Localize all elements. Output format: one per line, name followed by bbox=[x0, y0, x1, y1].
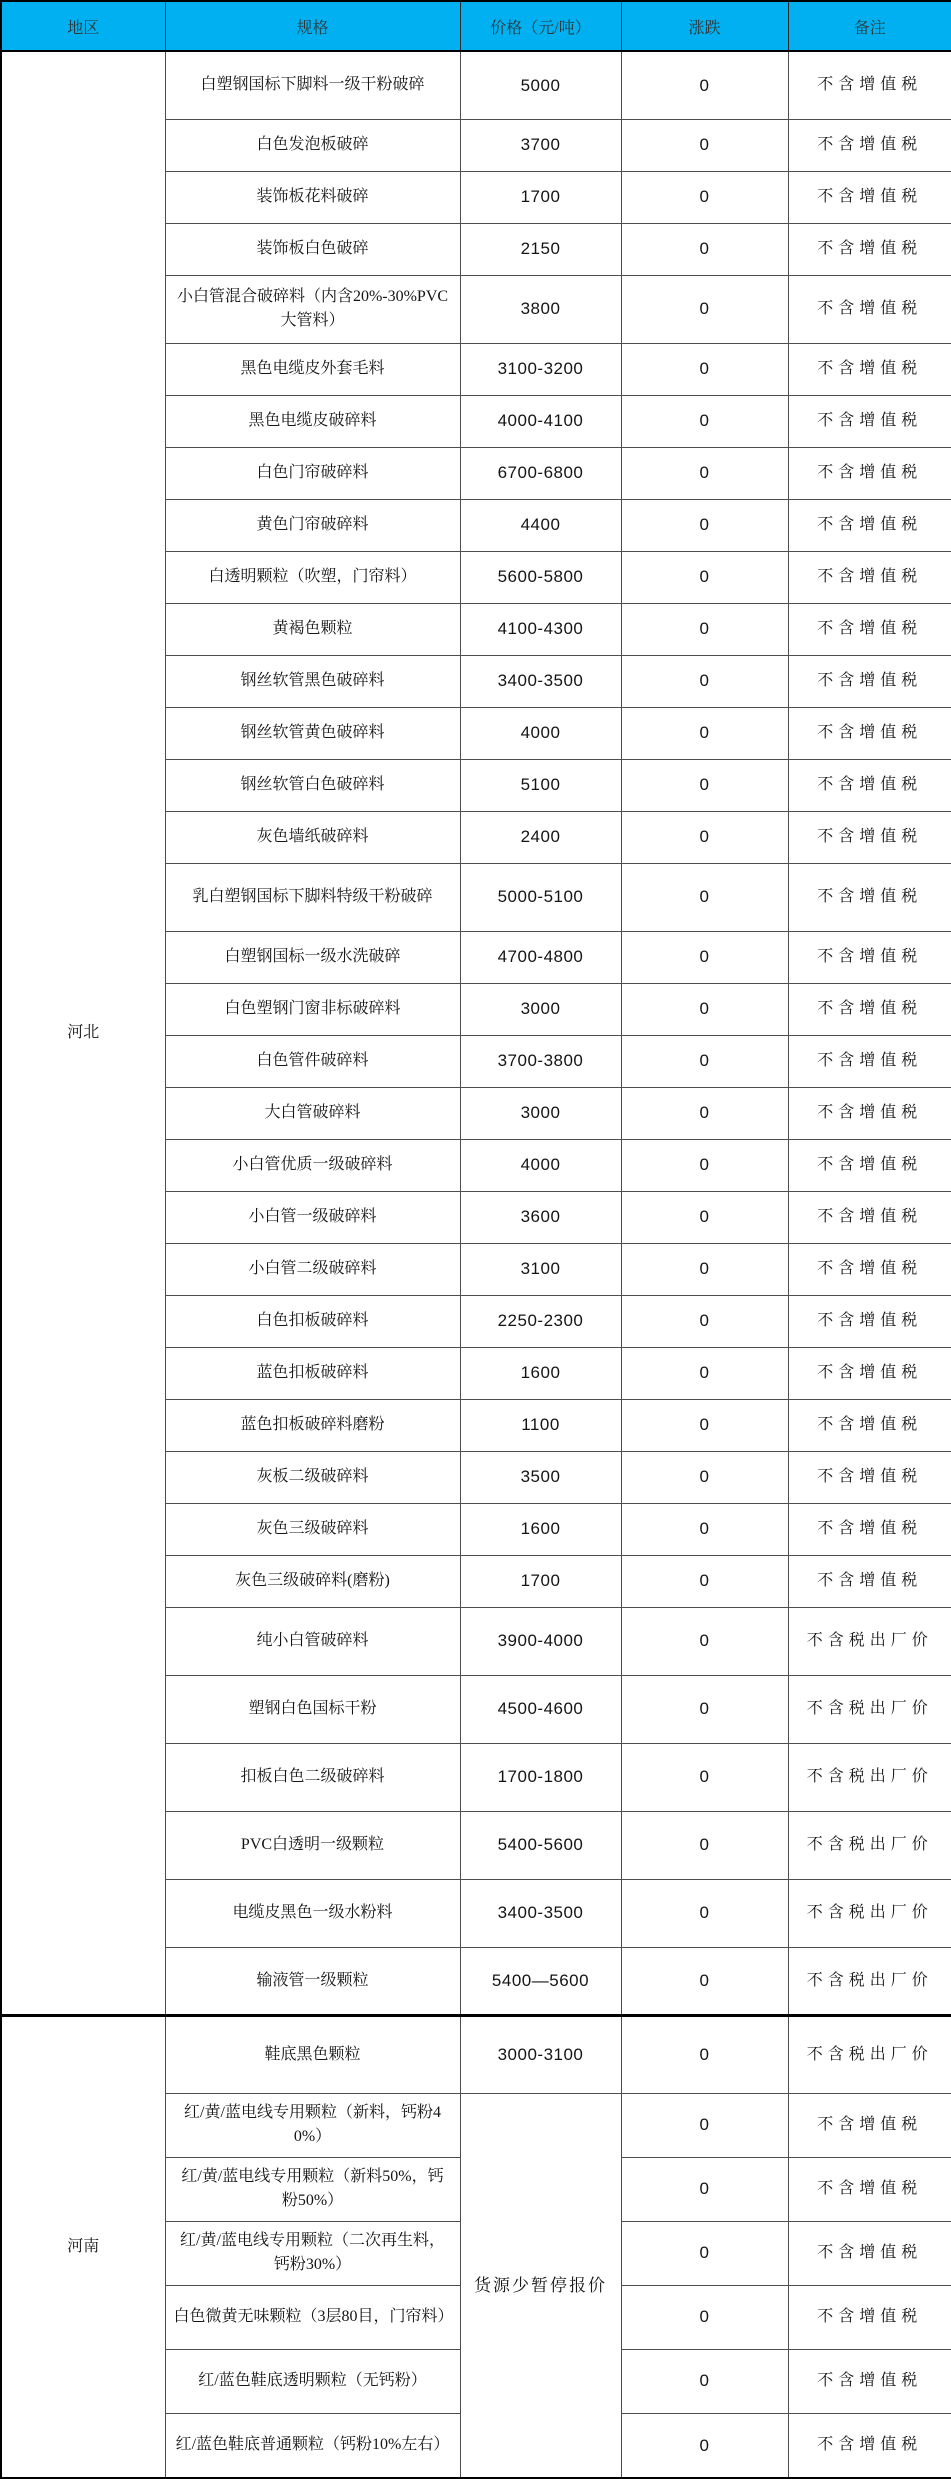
price-cell: 3500 bbox=[460, 1451, 621, 1503]
change-cell: 0 bbox=[621, 1139, 788, 1191]
change-cell: 0 bbox=[621, 1811, 788, 1879]
spec-cell: 装饰板花料破碎 bbox=[165, 171, 460, 223]
table-row bbox=[1, 2015, 951, 2093]
note-cell: 不含增值税 bbox=[788, 1503, 951, 1555]
change-cell: 0 bbox=[621, 223, 788, 275]
spec-cell: 红/蓝色鞋底透明颗粒（无钙粉） bbox=[165, 2349, 460, 2413]
price-cell: 1600 bbox=[460, 1347, 621, 1399]
change-cell: 0 bbox=[621, 2015, 788, 2093]
spec-cell: 黄褐色颗粒 bbox=[165, 603, 460, 655]
spec-cell: 乳白塑钢国标下脚料特级干粉破碎 bbox=[165, 863, 460, 931]
note-cell: 不含增值税 bbox=[788, 2285, 951, 2349]
spec-cell: 白色扣板破碎料 bbox=[165, 1295, 460, 1347]
price-cell: 1100 bbox=[460, 1399, 621, 1451]
spec-cell: 大白管破碎料 bbox=[165, 1087, 460, 1139]
note-cell: 不含税出厂价 bbox=[788, 1947, 951, 2015]
change-cell: 0 bbox=[621, 1607, 788, 1675]
note-cell: 不含增值税 bbox=[788, 1087, 951, 1139]
spec-cell: 红/黄/蓝电线专用颗粒（新料，钙粉40%） bbox=[165, 2093, 460, 2157]
spec-cell: 白塑钢国标一级水洗破碎 bbox=[165, 931, 460, 983]
note-cell: 不含增值税 bbox=[788, 171, 951, 223]
price-cell: 4700-4800 bbox=[460, 931, 621, 983]
price-cell: 4000-4100 bbox=[460, 395, 621, 447]
price-cell: 4000 bbox=[460, 707, 621, 759]
spec-cell: 纯小白管破碎料 bbox=[165, 1607, 460, 1675]
spec-cell: 扣板白色二级破碎料 bbox=[165, 1743, 460, 1811]
price-cell: 1700-1800 bbox=[460, 1743, 621, 1811]
note-cell: 不含增值税 bbox=[788, 1295, 951, 1347]
price-cell: 5000-5100 bbox=[460, 863, 621, 931]
note-cell: 不含税出厂价 bbox=[788, 1811, 951, 1879]
table-row bbox=[1, 51, 951, 119]
spec-cell: 黄色门帘破碎料 bbox=[165, 499, 460, 551]
price-cell: 2150 bbox=[460, 223, 621, 275]
spec-cell: 红/黄/蓝电线专用颗粒（新料50%，钙粉50%） bbox=[165, 2157, 460, 2221]
note-cell: 不含增值税 bbox=[788, 931, 951, 983]
spec-cell: 灰色三级破碎料 bbox=[165, 1503, 460, 1555]
price-cell: 3700-3800 bbox=[460, 1035, 621, 1087]
note-cell: 不含增值税 bbox=[788, 119, 951, 171]
price-cell: 2400 bbox=[460, 811, 621, 863]
change-cell: 0 bbox=[621, 343, 788, 395]
price-cell: 5400-5600 bbox=[460, 1811, 621, 1879]
note-cell: 不含增值税 bbox=[788, 551, 951, 603]
spec-cell: 钢丝软管黄色破碎料 bbox=[165, 707, 460, 759]
spec-cell: 红/蓝色鞋底普通颗粒（钙粉10%左右） bbox=[165, 2413, 460, 2478]
change-cell: 0 bbox=[621, 1087, 788, 1139]
price-cell: 3900-4000 bbox=[460, 1607, 621, 1675]
spec-cell: 白色门帘破碎料 bbox=[165, 447, 460, 499]
change-cell: 0 bbox=[621, 759, 788, 811]
note-cell: 不含增值税 bbox=[788, 447, 951, 499]
change-cell: 0 bbox=[621, 1947, 788, 2015]
spec-cell: 小白管混合破碎料（内含20%-30%PVC大管料） bbox=[165, 275, 460, 343]
change-cell: 0 bbox=[621, 1035, 788, 1087]
change-cell: 0 bbox=[621, 655, 788, 707]
price-cell: 3100-3200 bbox=[460, 343, 621, 395]
price-cell: 4100-4300 bbox=[460, 603, 621, 655]
change-cell: 0 bbox=[621, 1295, 788, 1347]
price-cell: 3400-3500 bbox=[460, 1879, 621, 1947]
note-cell: 不含增值税 bbox=[788, 655, 951, 707]
header-cell-region: 地区 bbox=[1, 1, 165, 51]
note-cell: 不含增值税 bbox=[788, 343, 951, 395]
spec-cell: 灰色三级破碎料(磨粉) bbox=[165, 1555, 460, 1607]
price-cell: 5600-5800 bbox=[460, 551, 621, 603]
change-cell: 0 bbox=[621, 1451, 788, 1503]
price-cell: 1700 bbox=[460, 171, 621, 223]
change-cell: 0 bbox=[621, 863, 788, 931]
spec-cell: 白色发泡板破碎 bbox=[165, 119, 460, 171]
note-cell: 不含增值税 bbox=[788, 1035, 951, 1087]
change-cell: 0 bbox=[621, 1399, 788, 1451]
spec-cell: 电缆皮黑色一级水粉料 bbox=[165, 1879, 460, 1947]
price-cell: 5100 bbox=[460, 759, 621, 811]
spec-cell: 白色塑钢门窗非标破碎料 bbox=[165, 983, 460, 1035]
note-cell: 不含增值税 bbox=[788, 2157, 951, 2221]
spec-cell: 灰色墙纸破碎料 bbox=[165, 811, 460, 863]
price-cell: 3000 bbox=[460, 983, 621, 1035]
header-cell-price: 价格（元/吨） bbox=[460, 1, 621, 51]
note-cell: 不含税出厂价 bbox=[788, 1675, 951, 1743]
price-cell: 3000-3100 bbox=[460, 2015, 621, 2093]
change-cell: 0 bbox=[621, 171, 788, 223]
note-cell: 不含增值税 bbox=[788, 395, 951, 447]
change-cell: 0 bbox=[621, 2349, 788, 2413]
note-cell: 不含增值税 bbox=[788, 2413, 951, 2478]
price-cell: 4400 bbox=[460, 499, 621, 551]
note-cell: 不含增值税 bbox=[788, 2349, 951, 2413]
change-cell: 0 bbox=[621, 603, 788, 655]
note-cell: 不含增值税 bbox=[788, 1555, 951, 1607]
spec-cell: 白色管件破碎料 bbox=[165, 1035, 460, 1087]
note-cell: 不含税出厂价 bbox=[788, 1743, 951, 1811]
note-cell: 不含增值税 bbox=[788, 1399, 951, 1451]
change-cell: 0 bbox=[621, 931, 788, 983]
note-cell: 不含增值税 bbox=[788, 759, 951, 811]
change-cell: 0 bbox=[621, 51, 788, 119]
header-cell-change: 涨跌 bbox=[621, 1, 788, 51]
change-cell: 0 bbox=[621, 983, 788, 1035]
price-cell: 5400—5600 bbox=[460, 1947, 621, 2015]
change-cell: 0 bbox=[621, 447, 788, 499]
spec-cell: 钢丝软管黑色破碎料 bbox=[165, 655, 460, 707]
price-cell: 4000 bbox=[460, 1139, 621, 1191]
note-cell: 不含增值税 bbox=[788, 1451, 951, 1503]
note-cell: 不含增值税 bbox=[788, 1191, 951, 1243]
note-cell: 不含增值税 bbox=[788, 983, 951, 1035]
change-cell: 0 bbox=[621, 2413, 788, 2478]
note-cell: 不含增值税 bbox=[788, 51, 951, 119]
change-cell: 0 bbox=[621, 1243, 788, 1295]
table-body bbox=[1, 51, 951, 2478]
price-cell: 3600 bbox=[460, 1191, 621, 1243]
spec-cell: 红/黄/蓝电线专用颗粒（二次再生料，钙粉30%） bbox=[165, 2221, 460, 2285]
change-cell: 0 bbox=[621, 275, 788, 343]
spec-cell: 白塑钢国标下脚料一级干粉破碎 bbox=[165, 51, 460, 119]
header-cell-spec: 规格 bbox=[165, 1, 460, 51]
change-cell: 0 bbox=[621, 1555, 788, 1607]
change-cell: 0 bbox=[621, 2093, 788, 2157]
price-merged-cell: 货源少暂停报价 bbox=[460, 2093, 621, 2478]
price-cell: 3400-3500 bbox=[460, 655, 621, 707]
note-cell: 不含增值税 bbox=[788, 811, 951, 863]
spec-cell: 蓝色扣板破碎料磨粉 bbox=[165, 1399, 460, 1451]
price-cell: 4500-4600 bbox=[460, 1675, 621, 1743]
region-cell: 河南 bbox=[1, 2015, 165, 2478]
note-cell: 不含增值税 bbox=[788, 1347, 951, 1399]
spec-cell: PVC白透明一级颗粒 bbox=[165, 1811, 460, 1879]
change-cell: 0 bbox=[621, 395, 788, 447]
change-cell: 0 bbox=[621, 1743, 788, 1811]
spec-cell: 塑钢白色国标干粉 bbox=[165, 1675, 460, 1743]
note-cell: 不含税出厂价 bbox=[788, 1879, 951, 1947]
spec-cell: 钢丝软管白色破碎料 bbox=[165, 759, 460, 811]
note-cell: 不含税出厂价 bbox=[788, 1607, 951, 1675]
price-cell: 6700-6800 bbox=[460, 447, 621, 499]
price-cell: 1700 bbox=[460, 1555, 621, 1607]
spec-cell: 小白管一级破碎料 bbox=[165, 1191, 460, 1243]
price-cell: 2250-2300 bbox=[460, 1295, 621, 1347]
change-cell: 0 bbox=[621, 1503, 788, 1555]
change-cell: 0 bbox=[621, 811, 788, 863]
spec-cell: 小白管优质一级破碎料 bbox=[165, 1139, 460, 1191]
note-cell: 不含增值税 bbox=[788, 1243, 951, 1295]
change-cell: 0 bbox=[621, 2157, 788, 2221]
spec-cell: 装饰板白色破碎 bbox=[165, 223, 460, 275]
spec-cell: 白色微黄无味颗粒（3层80目，门帘料） bbox=[165, 2285, 460, 2349]
note-cell: 不含增值税 bbox=[788, 2221, 951, 2285]
spec-cell: 鞋底黑色颗粒 bbox=[165, 2015, 460, 2093]
change-cell: 0 bbox=[621, 1191, 788, 1243]
header-row bbox=[1, 1, 951, 51]
change-cell: 0 bbox=[621, 1347, 788, 1399]
note-cell: 不含增值税 bbox=[788, 1139, 951, 1191]
header-cell-note: 备注 bbox=[788, 1, 951, 51]
spec-cell: 白透明颗粒（吹塑，门帘料） bbox=[165, 551, 460, 603]
change-cell: 0 bbox=[621, 1675, 788, 1743]
price-cell: 3000 bbox=[460, 1087, 621, 1139]
note-cell: 不含增值税 bbox=[788, 707, 951, 759]
note-cell: 不含增值税 bbox=[788, 223, 951, 275]
spec-cell: 黑色电缆皮破碎料 bbox=[165, 395, 460, 447]
change-cell: 0 bbox=[621, 2285, 788, 2349]
price-cell: 3700 bbox=[460, 119, 621, 171]
price-cell: 1600 bbox=[460, 1503, 621, 1555]
spec-cell: 小白管二级破碎料 bbox=[165, 1243, 460, 1295]
note-cell: 不含增值税 bbox=[788, 275, 951, 343]
note-cell: 不含增值税 bbox=[788, 499, 951, 551]
note-cell: 不含增值税 bbox=[788, 2093, 951, 2157]
spec-cell: 输液管一级颗粒 bbox=[165, 1947, 460, 2015]
change-cell: 0 bbox=[621, 499, 788, 551]
note-cell: 不含增值税 bbox=[788, 603, 951, 655]
note-cell: 不含增值税 bbox=[788, 863, 951, 931]
change-cell: 0 bbox=[621, 2221, 788, 2285]
price-cell: 5000 bbox=[460, 51, 621, 119]
change-cell: 0 bbox=[621, 119, 788, 171]
price-cell: 3100 bbox=[460, 1243, 621, 1295]
change-cell: 0 bbox=[621, 707, 788, 759]
spec-cell: 蓝色扣板破碎料 bbox=[165, 1347, 460, 1399]
change-cell: 0 bbox=[621, 551, 788, 603]
note-cell: 不含税出厂价 bbox=[788, 2015, 951, 2093]
spec-cell: 黑色电缆皮外套毛料 bbox=[165, 343, 460, 395]
change-cell: 0 bbox=[621, 1879, 788, 1947]
spec-cell: 灰板二级破碎料 bbox=[165, 1451, 460, 1503]
price-cell: 3800 bbox=[460, 275, 621, 343]
region-cell: 河北 bbox=[1, 51, 165, 2015]
